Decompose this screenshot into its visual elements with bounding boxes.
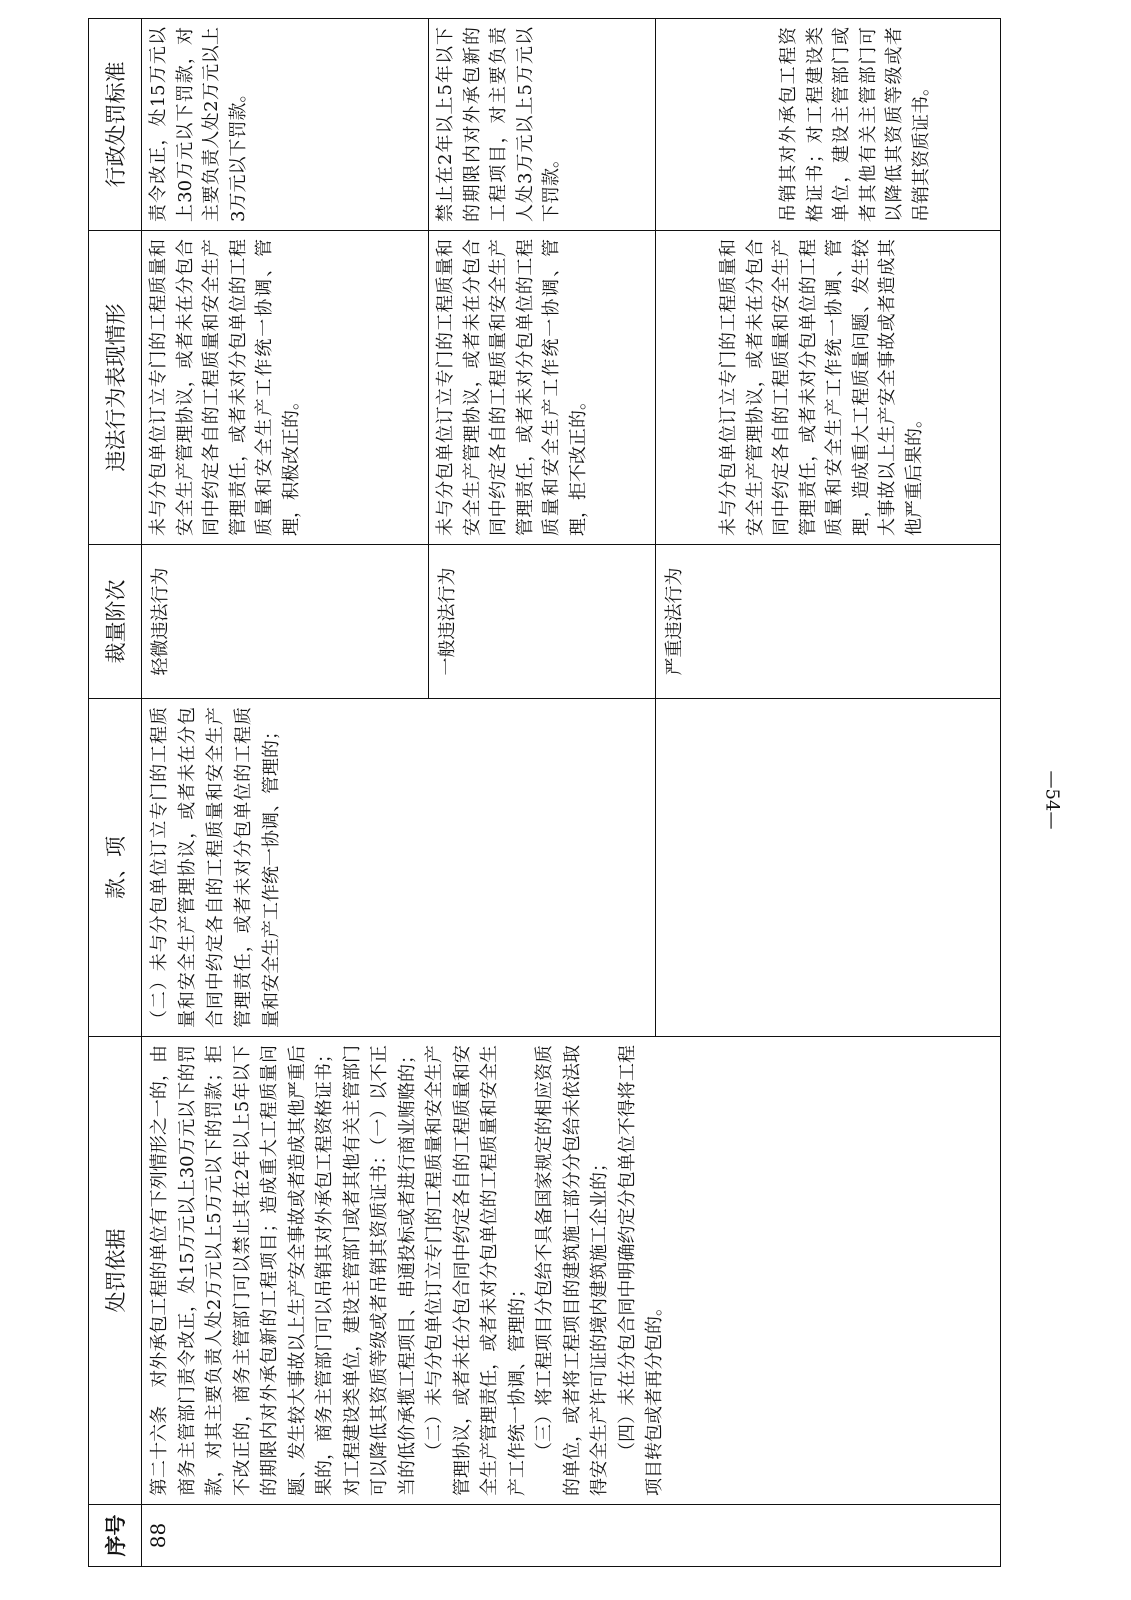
situation-general: 未与分包单位订立专门的工程质量和安全生产管理协议，或者未在分包合同中约定各自的工程质量和安全生产管理责任，或者未对分包单位的工程质量和安全生产工作统一协调、管理，拒不改正的。 (429, 231, 656, 545)
standard-serious: 吊销其对外承包工程资格证书；对工程建设类单位，建设主管部门或者其他有关主管部门可以降低其资质等级或者吊销其资质证书。 (656, 19, 1001, 231)
level-minor: 轻微违法行为 (142, 545, 429, 699)
header-level: 裁量阶次 (89, 545, 142, 699)
basis-paragraph: （三）将工程项目分包给不具备国家规定的相应资质的单位，或者将工程项目的建筑施工部分分包给未依法取得安全生产许可证的境内建筑施工企业的； (534, 1045, 610, 1496)
basis-paragraph: 第二十六条 对外承包工程的单位有下列情形之一的，由商务主管部门责令改正，处15万元以上30万元以下的罚款，对其主要负责人处2万元以上5万元以下的罚款；拒不改正的，商务主管部门可以禁止其在2年以上5年以下的期限内对外承包新的工程项目；造成重大工程质量问题、发生较大事故以上生产安全事故或者造成其他严重后果的，商务主管部门可以吊销其对外承包工程资格证书；对工程建设类单位，建设主管部门或者其他有关主管部门可以降低其资质等级或者吊销其资质证书：（一）以不正当的低价承揽工程项目、串通投标或者进行商业贿赂的； (149, 1045, 418, 1496)
header-standard: 行政处罚标准 (89, 19, 142, 231)
level-serious: 严重违法行为 (656, 545, 1001, 699)
table-row (142, 19, 429, 1567)
header-seq: 序号 (89, 1505, 142, 1567)
level-general: 一般违法行为 (429, 545, 656, 699)
standard-minor: 责令改正，处15万元以上30万元以下罚款，对主要负责人处2万元以上3万元以下罚款。 (142, 19, 429, 231)
standard-general: 禁止在2年以上5年以下的期限内对外承包新的工程项目，对主要负责人处3万元以上5万元以下罚款。 (429, 19, 656, 231)
clause-cell-empty (656, 699, 1001, 1037)
seq-number: 88 (142, 1505, 1001, 1567)
situation-minor: 未与分包单位订立专门的工程质量和安全生产管理协议，或者未在分包合同中约定各自的工程质量和安全生产管理责任，或者未对分包单位的工程质量和安全生产工作统一协调、管理，积极改正的。 (142, 231, 429, 545)
penalty-standard-table (88, 18, 1001, 1567)
penalty-basis-cell (142, 1037, 1001, 1505)
basis-paragraph: （二）未与分包单位订立专门的工程质量和安全生产管理协议，或者未在分包合同中约定各自的工程质量和安全生产管理责任，或者未对分包单位的工程质量和安全生产工作统一协调、管理的； (424, 1045, 528, 1496)
header-row (89, 19, 142, 1567)
rotated-table-wrapper (88, 19, 1001, 1567)
header-basis: 处罚依据 (89, 1037, 142, 1505)
page-number: —54— (1041, 770, 1063, 830)
clause-cell: （二）未与分包单位订立专门的工程质量和安全生产管理协议，或者未在分包合同中约定各自的工程质量和安全生产管理责任，或者未对分包单位的工程质量和安全生产工作统一协调、管理的； (142, 699, 656, 1037)
header-situation: 违法行为表现情形 (89, 231, 142, 545)
basis-paragraph: （四）未在分包合同中明确约定分包单位不得将工程项目转包或者再分包的。 (616, 1045, 665, 1496)
header-clause: 款、项 (89, 699, 142, 1037)
situation-serious: 未与分包单位订立专门的工程质量和安全生产管理协议，或者未在分包合同中约定各自的工程质量和安全生产管理责任，或者未对分包单位的工程质量和安全生产工作统一协调、管理，造成重大工程质量问题、发生较大事故以上生产安全事故或者造成其他严重后果的。 (656, 231, 1001, 545)
